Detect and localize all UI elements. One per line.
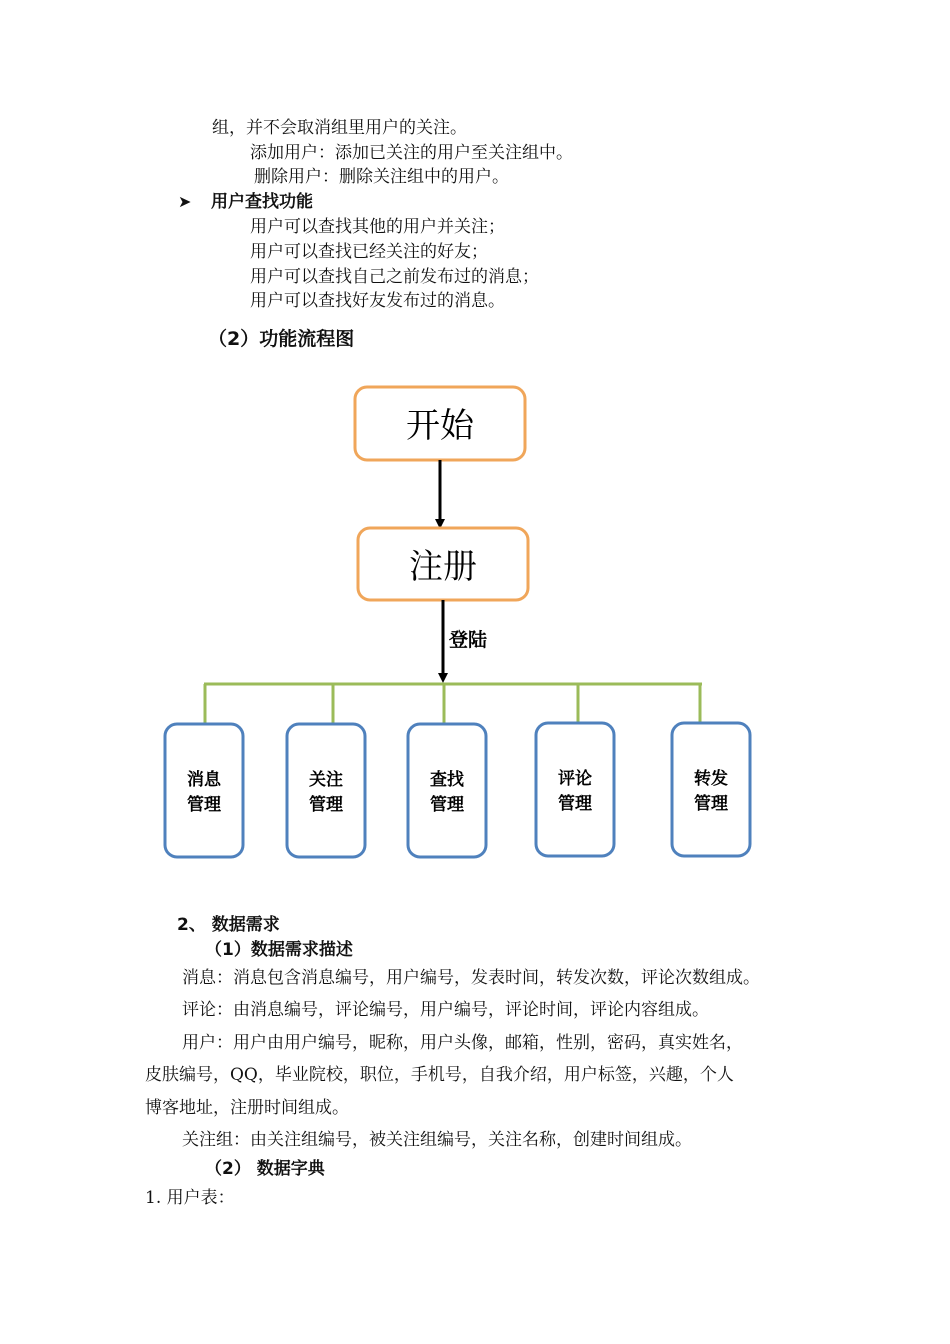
- search-item-4: 用户可以查找好友发布过的消息。: [250, 291, 505, 311]
- module-box-forward: [672, 723, 750, 856]
- bullet-arrow-icon: ➤: [178, 192, 192, 211]
- module-comment-line2: 管理: [558, 794, 592, 814]
- module-box-comment: [536, 723, 614, 856]
- data-req-heading: 2、 数据需求: [177, 915, 280, 935]
- module-message-line2: 管理: [187, 795, 221, 815]
- module-follow-line2: 管理: [309, 795, 343, 815]
- search-item-3: 用户可以查找自己之前发布过的消息；: [250, 267, 539, 287]
- module-message-line1: 消息: [187, 770, 221, 790]
- data-req-comment: 评论：由消息编号，评论编号，用户编号，评论时间，评论内容组成。: [182, 1000, 709, 1020]
- start-label: 开始: [406, 406, 474, 446]
- data-req-message: 消息：消息包含消息编号，用户编号，发表时间，转发次数，评论次数组成。: [182, 968, 760, 988]
- data-req-list-1: 1. 用户表：: [145, 1188, 235, 1208]
- module-box-message: [165, 724, 243, 857]
- flow-heading: （2）功能流程图: [208, 328, 355, 350]
- module-search-line2: 管理: [430, 795, 464, 815]
- data-req-user-2: 皮肤编号，QQ，毕业院校，职位，手机号，自我介绍，用户标签，兴趣，个人: [145, 1065, 734, 1085]
- intro-line-2: 添加用户：添加已关注的用户至关注组中。: [250, 143, 573, 163]
- search-section-title: 用户查找功能: [211, 192, 313, 212]
- module-comment-line1: 评论: [558, 769, 592, 789]
- data-req-user-3: 博客地址，注册时间组成。: [145, 1098, 349, 1118]
- module-box-follow: [287, 724, 365, 857]
- login-label: 登陆: [449, 629, 488, 651]
- intro-line-1: 组，并不会取消组里用户的关注。: [212, 118, 467, 138]
- flowchart: [0, 370, 950, 890]
- module-forward-line2: 管理: [694, 794, 728, 814]
- register-label: 注册: [409, 547, 477, 587]
- module-forward-line1: 转发: [694, 769, 728, 789]
- module-search-line1: 查找: [430, 770, 464, 790]
- data-req-sub2: （2） 数据字典: [205, 1159, 325, 1179]
- search-item-1: 用户可以查找其他的用户并关注；: [250, 217, 505, 237]
- module-follow-line1: 关注: [309, 770, 343, 790]
- data-req-group: 关注组：由关注组编号，被关注组编号，关注名称，创建时间组成。: [182, 1130, 692, 1150]
- intro-line-3: 删除用户：删除关注组中的用户。: [254, 167, 509, 187]
- data-req-user-1: 用户：用户由用户编号，昵称，用户头像，邮箱，性别，密码，真实姓名，: [182, 1033, 743, 1053]
- module-box-search: [408, 724, 486, 857]
- data-req-sub1: （1）数据需求描述: [205, 940, 353, 960]
- search-item-2: 用户可以查找已经关注的好友；: [250, 242, 488, 262]
